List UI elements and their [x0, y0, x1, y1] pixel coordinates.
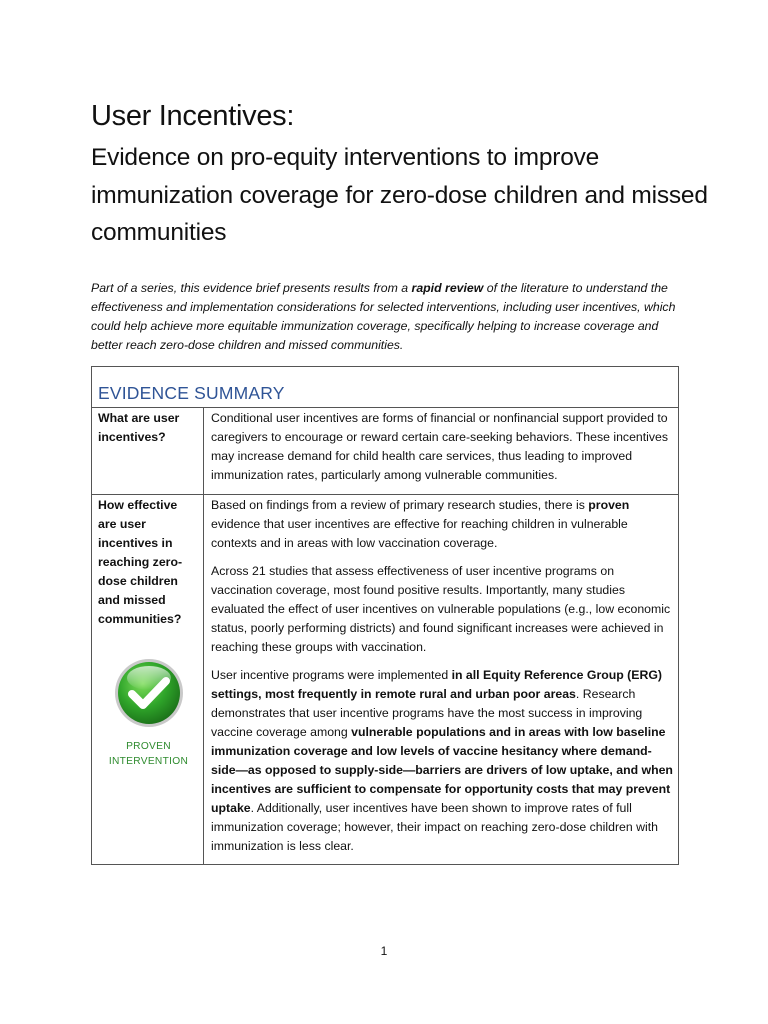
checkmark-icon [114, 658, 184, 728]
question-text: How effective are user incentives in reaching zero-dose children and missed communities? [98, 498, 183, 626]
answer-cell [204, 408, 678, 494]
evidence-summary-heading: EVIDENCE SUMMARY [92, 367, 678, 408]
intro-text-end: of the literature to understand the effectiveness and implementation considerations for selected interventions, including user incentives, which could help achieve more equitable immunization coverage, specifically helping to increase coverage and better reach zero-dose children and missed communities. [91, 281, 676, 352]
answer-text: Conditional user incentives are forms of financial or nonfinancial support provided to caregivers to encourage or reward certain care-seeking behaviors. These incentives may increase demand for child health care services, thus leading to improved immunization rates, particularly among vulnerable communities. [211, 411, 669, 482]
text-run-bold: vulnerable populations and in areas with low baseline immunization coverage and low levels of vaccine hesitancy where demand-side—as opposed to supply-side—barriers are drivers of low uptake, and when incentives are sufficient to compensate for opportunity costs that may prevent uptake [211, 725, 673, 815]
text-run-bold: in all Equity Reference Group (ERG) settings, most frequently in remote rural and urban poor areas [211, 668, 663, 701]
intro-paragraph [91, 279, 691, 355]
document-title: User Incentives: [91, 100, 295, 132]
badge-label [98, 739, 199, 769]
table-row [92, 408, 678, 495]
text-run: User incentive programs were implemented [211, 668, 452, 682]
text-run: Based on findings from a review of primary research studies, there is [211, 498, 589, 512]
evidence-summary-table [91, 366, 679, 865]
answer-paragraph-3 [211, 666, 674, 856]
page-number: 1 [380, 944, 388, 958]
question-cell: What are user incentives? [92, 408, 204, 494]
text-run-bold: proven [588, 498, 630, 512]
answer-paragraph-1 [211, 496, 674, 553]
intro-text-bold: rapid review [411, 281, 484, 295]
answer-paragraph-2: Across 21 studies that assess effectiveness of user incentive programs on vaccination coverage, most found positive results. Importantly, many studies evaluated the effect of user incentives on vulnerable populations (e.g., low economic status, poorly performing districts) and found significant increases were achieved in reaching these groups with vaccination. [211, 564, 671, 654]
text-run: . Research demonstrates that user incentive programs have the most success in improving vaccine coverage among [211, 687, 643, 739]
proven-intervention-badge [98, 658, 199, 769]
text-run: evidence that user incentives are effective for reaching children in vulnerable contexts and in areas with low vaccination coverage. [211, 517, 628, 550]
question-cell [92, 495, 204, 864]
text-run: . Additionally, user incentives have been shown to improve rates of full immunization coverage; however, their impact on reaching zero-dose children with immunization is less clear. [211, 801, 659, 853]
answer-cell [204, 495, 678, 864]
badge-label-line1: PROVEN [126, 741, 171, 752]
table-row [92, 495, 678, 864]
intro-text-start: Part of a series, this evidence brief presents results from a [91, 281, 412, 295]
document-subtitle: Evidence on pro-equity interventions to improve immunization coverage for zero-dose children and missed communities [91, 144, 708, 246]
badge-label-line2: INTERVENTION [108, 756, 189, 767]
